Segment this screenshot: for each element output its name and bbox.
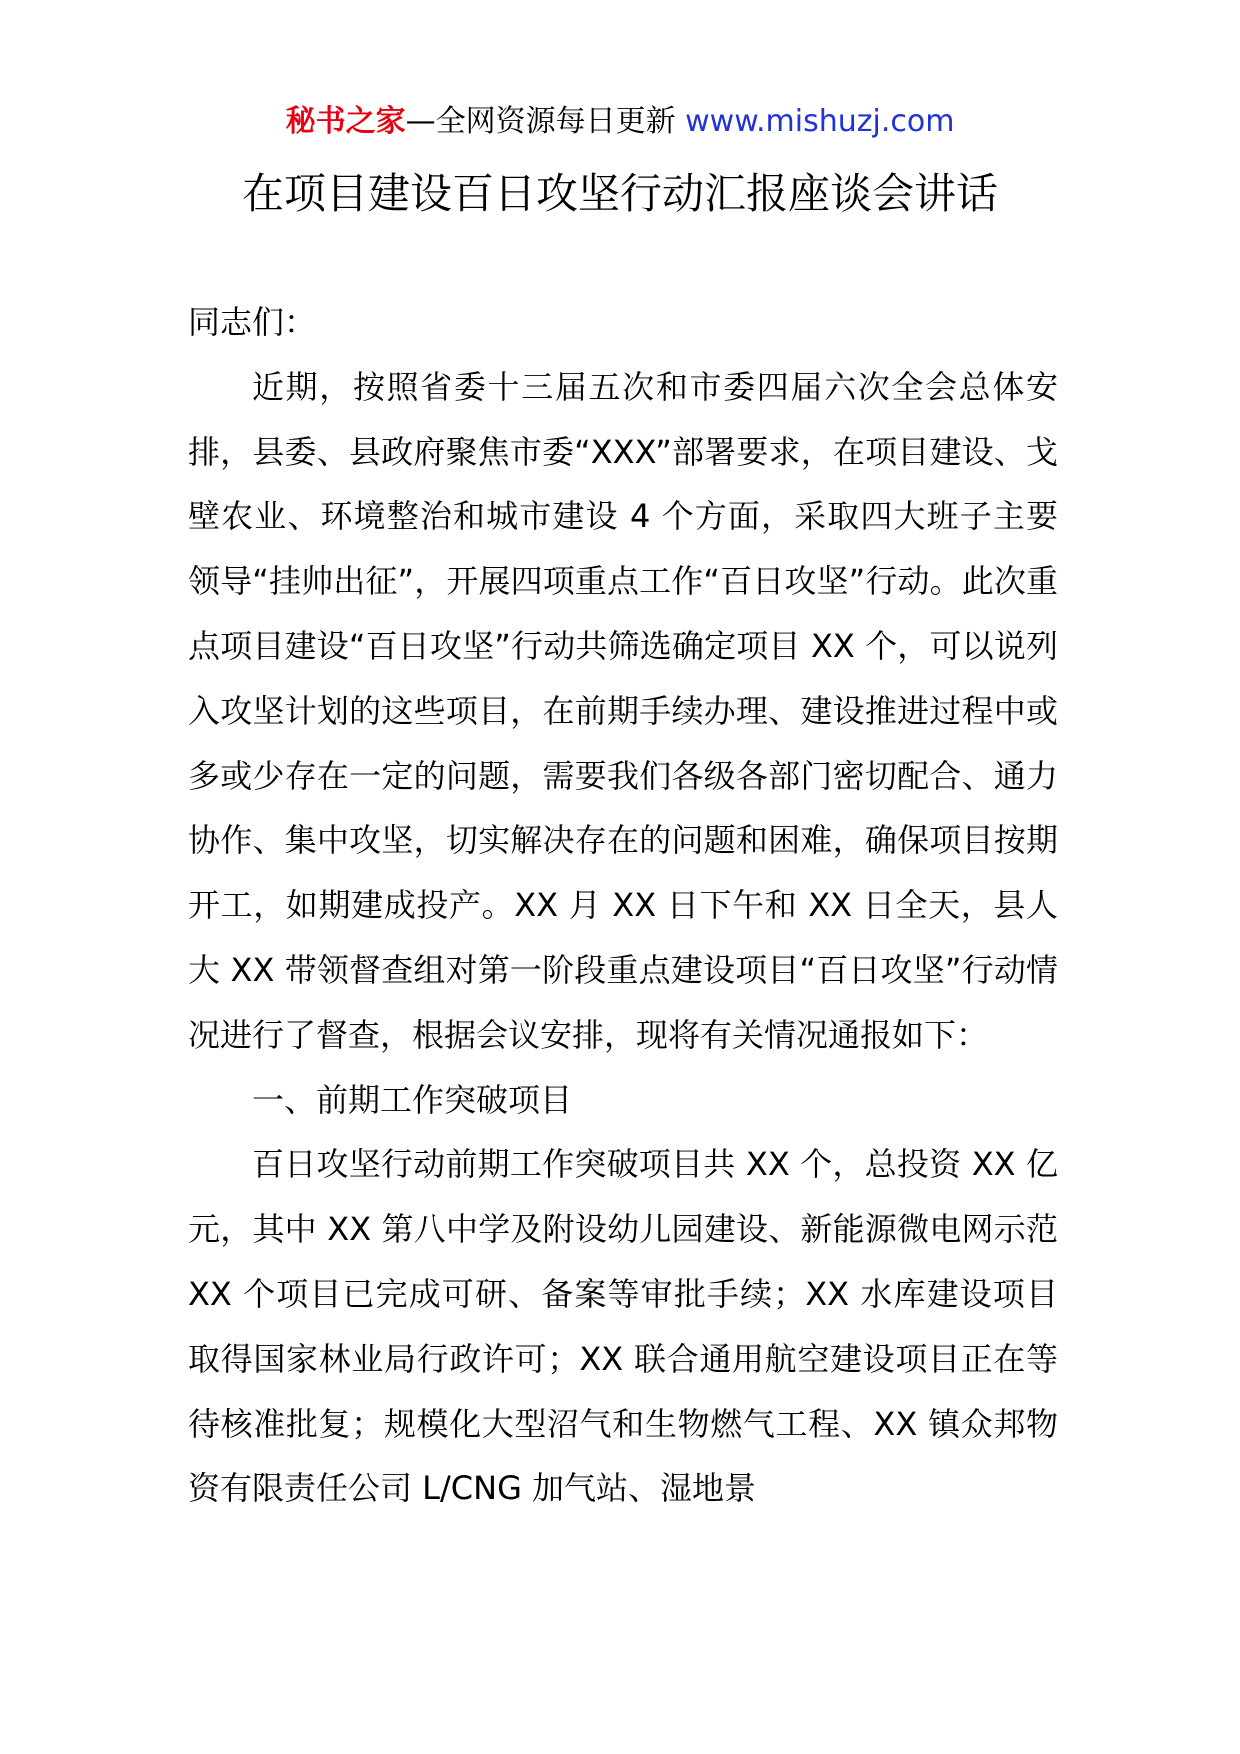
salutation: 同志们： bbox=[188, 303, 317, 341]
document-body bbox=[188, 290, 1058, 1521]
paragraph-intro: 近期，按照省委十三届五次和市委四届六次全会总体安排，县委、县政府聚焦市委“XXX”部署要求，在项目建设、戈壁农业、环境整治和城市建设 4 个方面，采取四大班子主要领导“挂帅出征”，开展四项重点工作“百日攻坚”行动。此次重点项目建设“百日攻坚”行动共筛选确定项目 XX 个，可以说列入攻坚计划的这些项目，在前期手续办理、建设推进过程中或多或少存在一定的问题，需要我们各级各部门密切配合、通力协作、集中攻坚，切实解决存在的问题和困难，确保项目按期开工，如期建成投产。XX 月 XX 日下午和 XX 日全天，县人大 XX 带领督查组对第一阶段重点建设项目“百日攻坚”行动情况进行了督查，根据会议安排，现将有关情况通报如下： bbox=[188, 367, 1058, 1054]
document-title: 在项目建设百日攻坚行动汇报座谈会讲话 bbox=[241, 169, 998, 218]
paragraph-section-1: 百日攻坚行动前期工作突破项目共 XX 个，总投资 XX 亿元，其中 XX 第八中学及附设幼儿园建设、新能源微电网示范 XX 个项目已完成可研、备案等审批手续；XX 水库建设项目取得国家林业局行政许可；XX 联合通用航空建设项目正在等待核准批复；规模化大型沼气和生物燃气工程、XX 镇众邦物资有限责任公司 L/CNG 加气站、湿地景 bbox=[188, 1145, 1058, 1508]
site-header bbox=[0, 100, 1240, 144]
brand-name: 秘书之家 bbox=[285, 104, 406, 139]
section-heading-1: 一、前期工作突破项目 bbox=[252, 1080, 573, 1119]
site-url-link[interactable]: www.mishuzj.com bbox=[685, 104, 955, 139]
header-tagline: —全网资源每日更新 bbox=[405, 104, 686, 139]
